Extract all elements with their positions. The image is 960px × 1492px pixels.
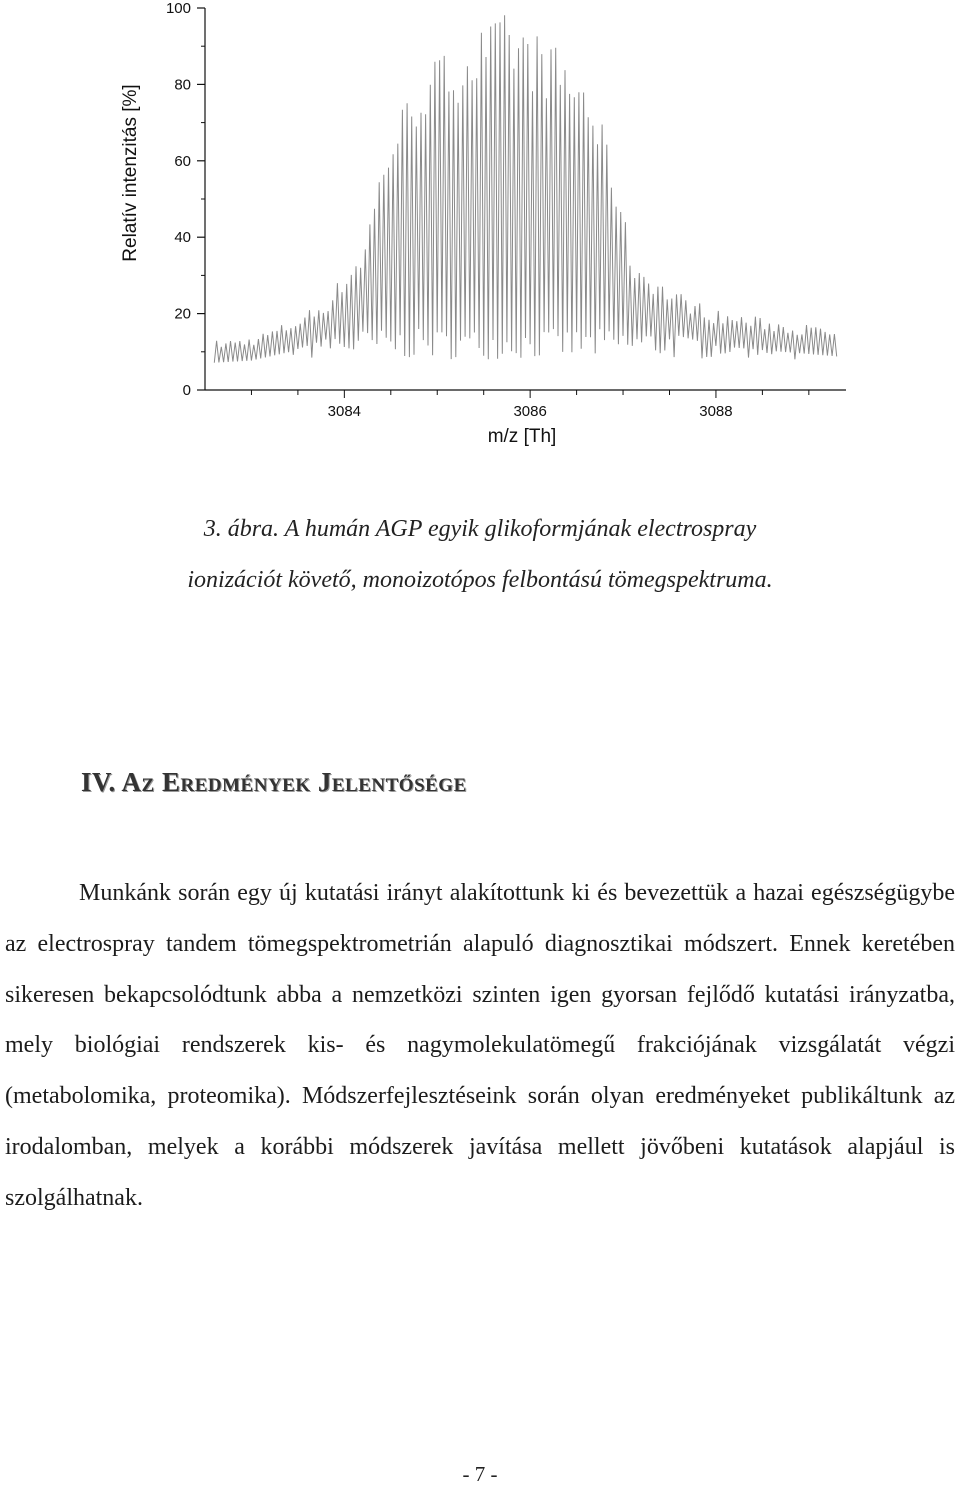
section-number: IV. xyxy=(81,767,116,797)
figure-caption-line-1: 3. ábra. A humán AGP egyik glikoformjának electrospray xyxy=(203,516,757,542)
section-heading xyxy=(81,767,467,798)
x-tick-label: 3088 xyxy=(699,403,733,420)
figure-caption-line-2: ionizációt követő, monoizotópos felbontású tömegspektruma. xyxy=(187,567,773,593)
y-tick-label: 0 xyxy=(182,382,191,399)
heading-word-1-initial: A xyxy=(121,767,142,797)
heading-word-3-initial: J xyxy=(317,767,332,797)
x-axis-label: m/z [Th] xyxy=(487,426,557,447)
y-axis xyxy=(166,0,205,399)
x-tick-label: 3084 xyxy=(327,403,362,420)
y-tick-label: 20 xyxy=(174,305,191,323)
heading-word-1-rest: z xyxy=(141,767,155,797)
heading-word-3-rest: elentősége xyxy=(331,767,467,797)
mass-spectrum-chart xyxy=(0,0,960,460)
heading-word-2-rest: redmények xyxy=(180,767,311,797)
x-axis xyxy=(205,390,846,420)
y-tick-label: 100 xyxy=(165,0,191,17)
section-title xyxy=(122,767,467,797)
body-paragraph: Munkánk során egy új kutatási irányt alakítottunk ki és bevezettük a hazai egészségügybe az electrospray tandem tömegspektrometrián alapuló diagnosztikai módszert. Ennek keretében sikeresen bekapcsolódtunk abba a nemzetközi szinten igen gyorsan fejlődő kutatási irányzatba, mely biológiai rendszerek kis- és nagymolekulatömegű frakciójának vizsgálatát végzi (metabolomika, proteomika). Módszerfejlesztéseink során olyan eredményeket publikáltunk az irodalomban, melyek a korábbi módszerek javítása mellett jövőbeni kutatások alapjául is szolgálhatnak. xyxy=(5,880,955,1211)
y-axis-label: Relatív intenzitás [%] xyxy=(120,84,141,262)
heading-word-2-initial: E xyxy=(161,767,181,797)
y-tick-label: 80 xyxy=(174,76,191,94)
page-number: - 7 - xyxy=(462,1462,498,1486)
y-tick-label: 60 xyxy=(174,152,191,170)
y-tick-label: 40 xyxy=(174,229,191,247)
spectrum-series-line xyxy=(214,15,836,363)
x-tick-label: 3086 xyxy=(513,403,547,420)
